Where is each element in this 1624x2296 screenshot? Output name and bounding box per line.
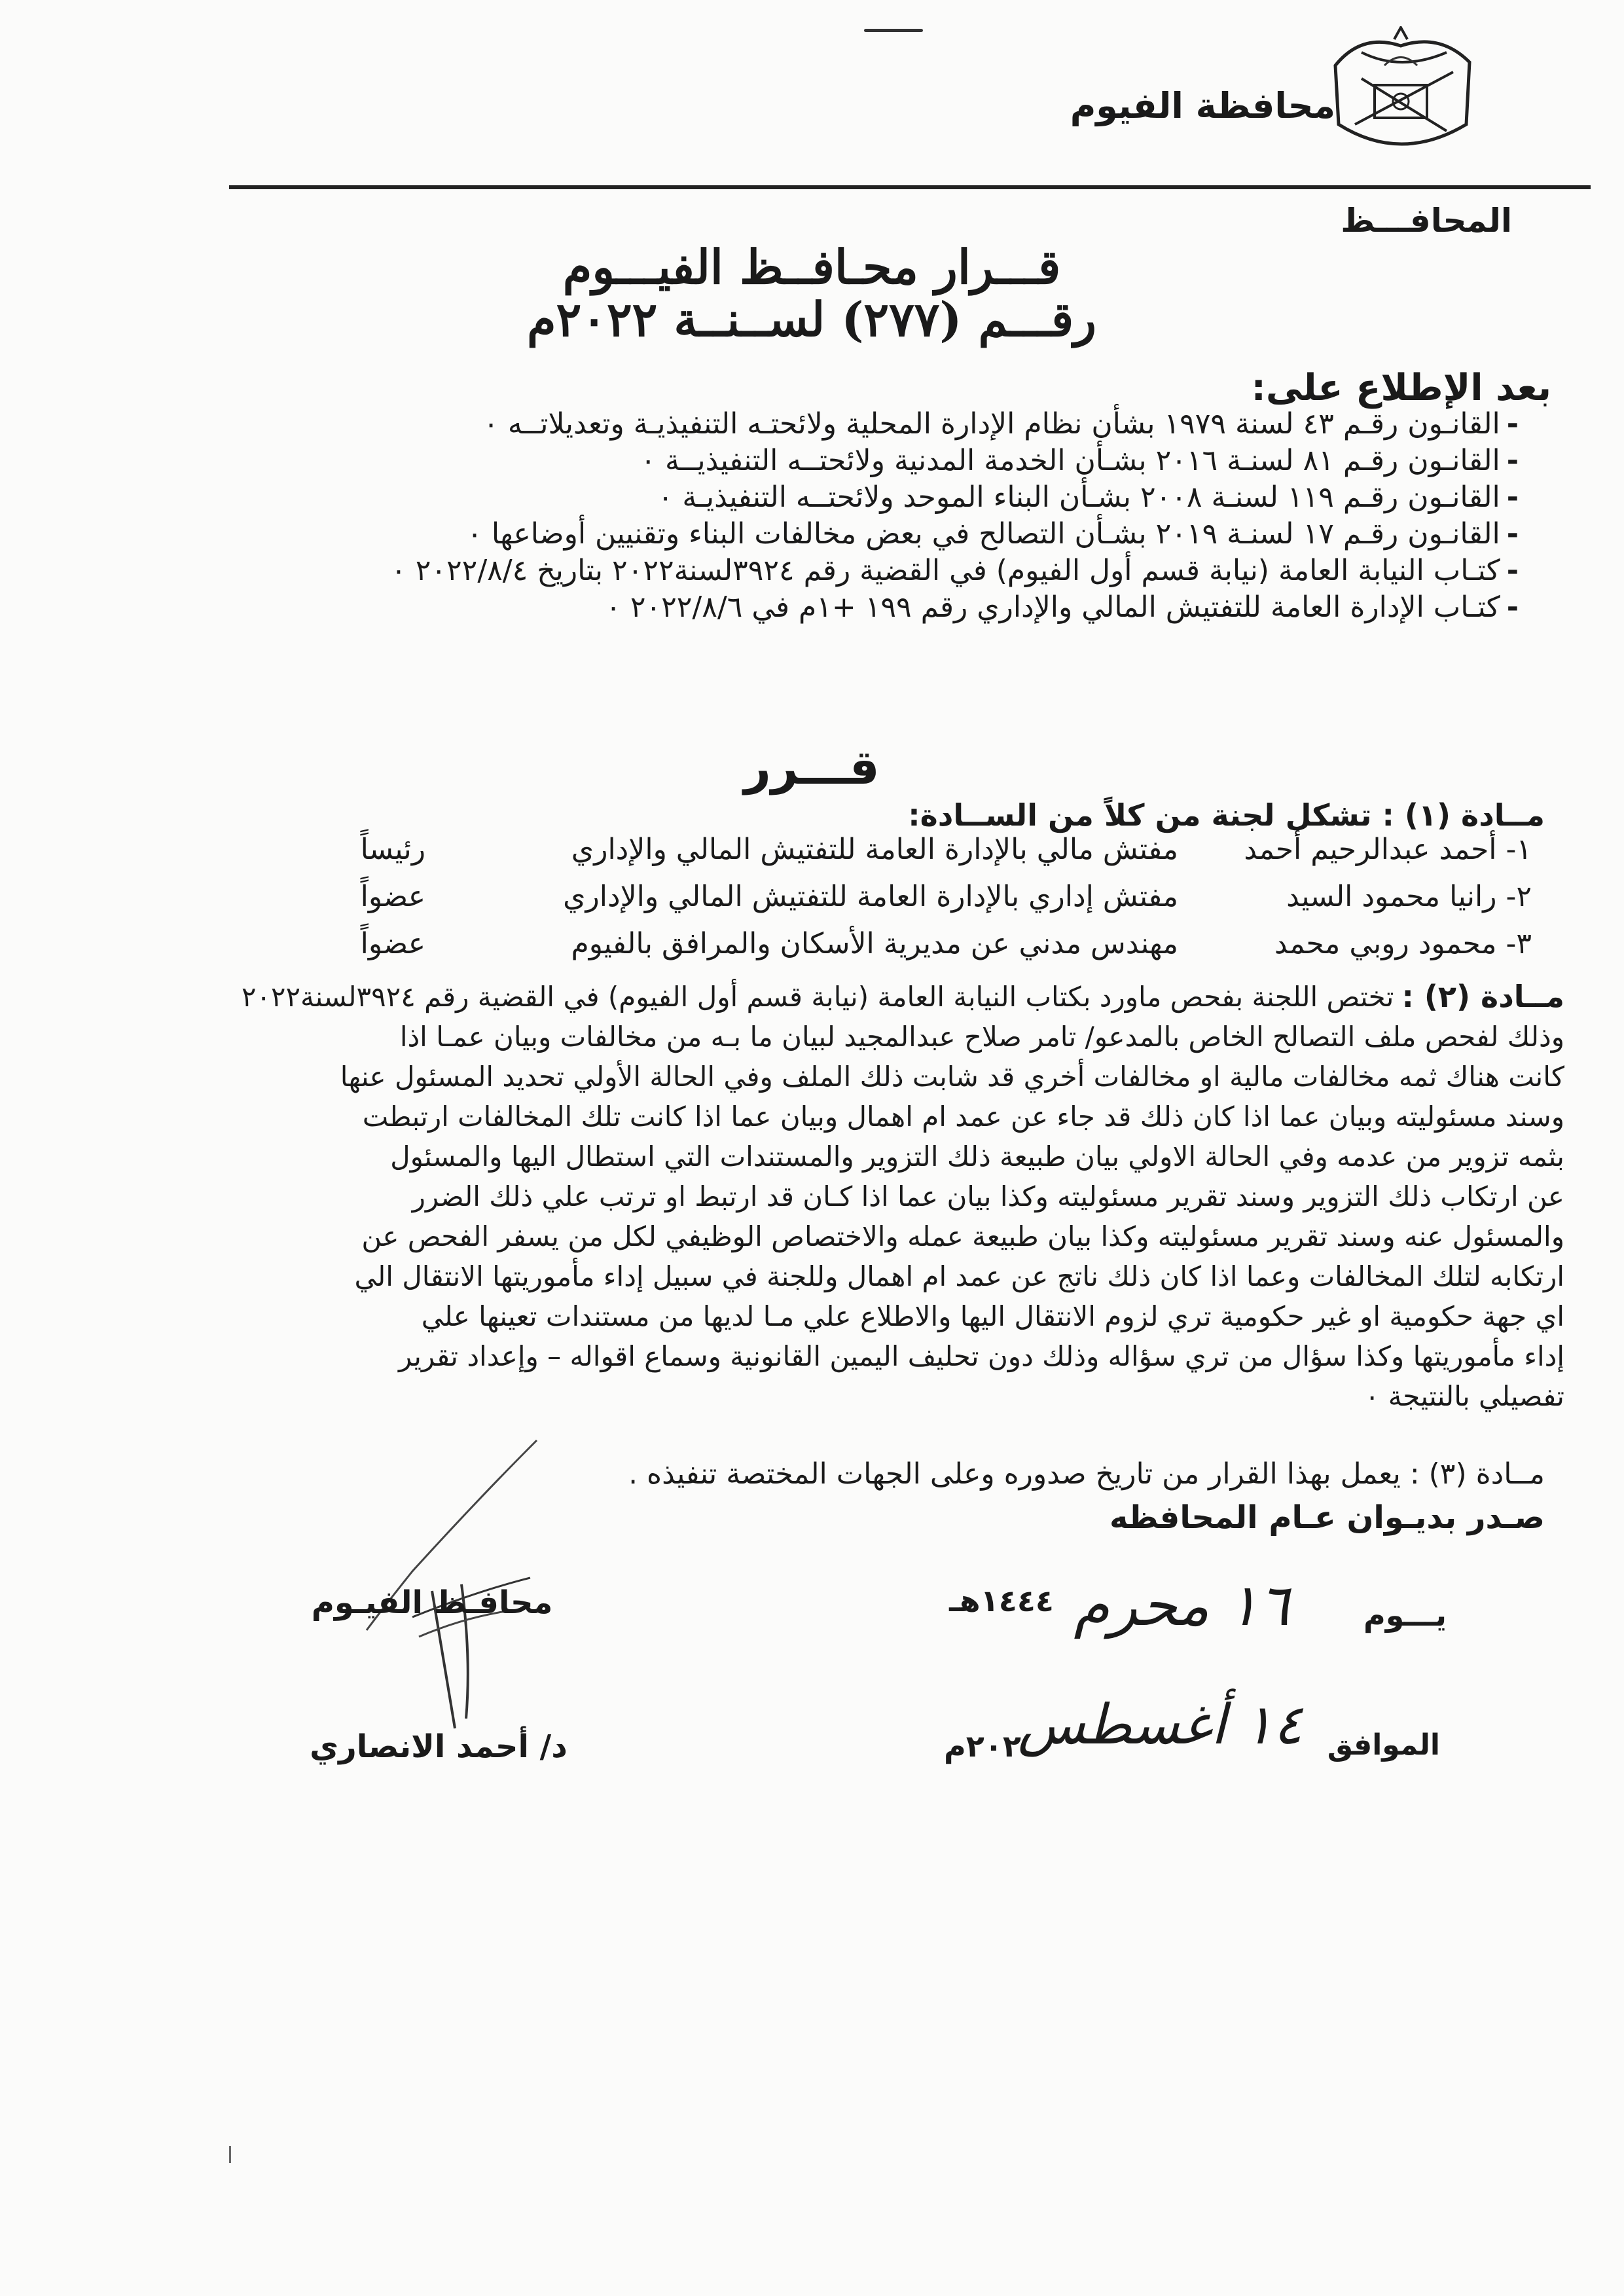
signatory-title: محافـظ الفيـوم xyxy=(311,1584,553,1621)
member-row xyxy=(249,833,1545,880)
gregorian-label: الموافق xyxy=(1327,1728,1440,1762)
article-2 xyxy=(190,977,1564,1416)
governorate-name: محافظة الفيوم xyxy=(1070,85,1335,126)
header-divider xyxy=(229,185,1591,189)
article-2-line: وسند مسئوليته وبيان عما اذا كان ذلك قد جاء عن عمد ام اهمال وبيان عما اذا كانت تلك المخالفات ارتبطت xyxy=(362,1101,1564,1133)
member-role: عضواً xyxy=(360,927,425,960)
scan-mark xyxy=(864,29,923,32)
day-label: يـــوم xyxy=(1363,1597,1447,1633)
article-3: مــادة (٣) : يعمل بهذا القرار من تاريخ صدوره وعلى الجهات المختصة تنفيذه . xyxy=(628,1457,1545,1491)
member-name: ٣- محمود روبي محمد xyxy=(1274,927,1532,960)
decree-title: قـــرار محـافــظ الفيـــوم xyxy=(562,239,1061,295)
article-2-line: مــادة (٢) : تختص اللجنة بفحص ماورد بكتاب النيابة العامة (نيابة قسم أول الفيوم) في القضية رقم ٣٩٢٤لسنة٢٠٢٢ xyxy=(190,977,1564,1017)
recital-item: -القانـون رقـم ٨١ لسنـة ٢٠١٦ بشـأن الخدمة المدنية ولائحتــه التنفيذيــة ٠ xyxy=(640,444,1519,477)
office-label: المحافـــظ xyxy=(1341,202,1512,240)
decree-number: رقـــم (٢٧٧) لســنــة ٢٠٢٢م xyxy=(527,291,1096,347)
member-title: مفتش إداري بالإدارة العامة للتفتيش المالي والإداري xyxy=(563,880,1178,913)
article-2-heading: مــادة (٢) : xyxy=(1401,979,1564,1014)
article-2-line: وذلك لفحص ملف التصالح الخاص بالمدعو/ تامر صلاح عبدالمجيد لبيان ما بـه من مخالفات وبيان عمـا اذا xyxy=(399,1021,1564,1053)
article-2-line: إداء مأموريتها وكذا سؤال من تري سؤاله وذلك دون تحليف اليمين القانونية وسماع اقواله – وإعداد تقرير xyxy=(399,1340,1564,1372)
recitals-heading: بعد الإطلاع على: xyxy=(1251,367,1551,409)
recital-item: -كتـاب النيابة العامة (نيابة قسم أول الفيوم) في القضية رقم ٣٩٢٤لسنة٢٠٢٢ بتاريخ ٢٠٢٢/٨/٤ ٠ xyxy=(391,554,1519,587)
gregorian-date-handwritten: ١٤ أغسطس xyxy=(1017,1692,1303,1757)
recitals-list xyxy=(196,406,1519,626)
hijri-year: ١٤٤٤هـ xyxy=(949,1583,1054,1618)
signatory-name: د/ أحمد الانصاري xyxy=(310,1728,568,1765)
article-2-line: ارتكابه لتلك المخالفات وعما اذا كان ذلك ناتج عن عمد ام اهمال وللجنة في سبيل إداء مأموريتها الانتقال الي xyxy=(354,1260,1564,1292)
issued-at: صـدر بديـوان عـام المحافظه xyxy=(1110,1499,1545,1536)
member-title: مهندس مدني عن مديرية الأسكان والمرافق بالفيوم xyxy=(571,927,1178,960)
member-role: رئيساً xyxy=(360,833,425,866)
hijri-date-handwritten: ١٦ محرم xyxy=(1074,1571,1290,1639)
article-2-line: بثمه تزوير من عدمه وفي الحالة الاولي بيان طبيعة ذلك التزوير والمستندات التي استطال اليها والمسئول xyxy=(390,1140,1564,1173)
article-2-line: اي جهة حكومية او غير حكومية تري لزوم الانتقال اليها والاطلاع علي مـا لديها من مستندات تعينها علي xyxy=(421,1300,1564,1332)
article-2-line: والمسئول عنه وسند تقرير مسئوليته وكذا بيان طبيعة عمله والاختصاص الوظيفي لكل من يسفر الفحص عن xyxy=(361,1220,1564,1252)
recital-item: -القانـون رقـم ١٧ لسنـة ٢٠١٩ بشـأن التصالح في بعض مخالفات البناء وتقنيين أوضاعها ٠ xyxy=(467,517,1519,551)
scan-mark xyxy=(229,2146,231,2163)
member-row xyxy=(249,880,1545,927)
governorate-emblem-icon xyxy=(1322,26,1479,157)
article-1-heading: مــادة (١) : تشكل لجنة من كلاً من الســادة: xyxy=(908,797,1545,833)
decision-heading: قـــرر xyxy=(744,740,880,795)
committee-members xyxy=(249,833,1545,974)
member-role: عضواً xyxy=(360,880,425,913)
member-name: ١- أحمد عبدالرحيم أحمد xyxy=(1244,833,1532,866)
member-title: مفتش مالي بالإدارة العامة للتفتيش المالي والإداري xyxy=(571,833,1178,866)
article-2-line: كانت هناك ثمه مخالفات مالية او مخالفات أخري قد شابت ذلك الملف وفي الحالة الأولي تحديد المسئول عنها xyxy=(340,1061,1564,1093)
recital-item: -القانـون رقـم ٤٣ لسنة ١٩٧٩ بشأن نظام الإدارة المحلية ولائحتـه التنفيذيـة وتعديلاتــه ٠ xyxy=(483,407,1519,441)
recital-item: -القانـون رقـم ١١٩ لسنـة ٢٠٠٨ بشـأن البناء الموحد ولائحتــه التنفيذيـة ٠ xyxy=(657,481,1519,514)
recital-item: -كتـاب الإدارة العامة للتفتيش المالي والإداري رقم ١٩٩ +١م في ٢٠٢٢/٨/٦ ٠ xyxy=(605,591,1519,624)
article-2-line: تفصيلي بالنتيجة ٠ xyxy=(1364,1380,1564,1412)
member-name: ٢- رانيا محمود السيد xyxy=(1286,880,1532,913)
article-2-line: عن ارتكاب ذلك التزوير وسند تقرير مسئوليته وكذا بيان عما اذا كـان قد ارتبط او ترتب علي ذلك الضرر xyxy=(412,1180,1564,1212)
member-row xyxy=(249,927,1545,974)
gregorian-year: ٢٠٢م xyxy=(944,1728,1021,1764)
